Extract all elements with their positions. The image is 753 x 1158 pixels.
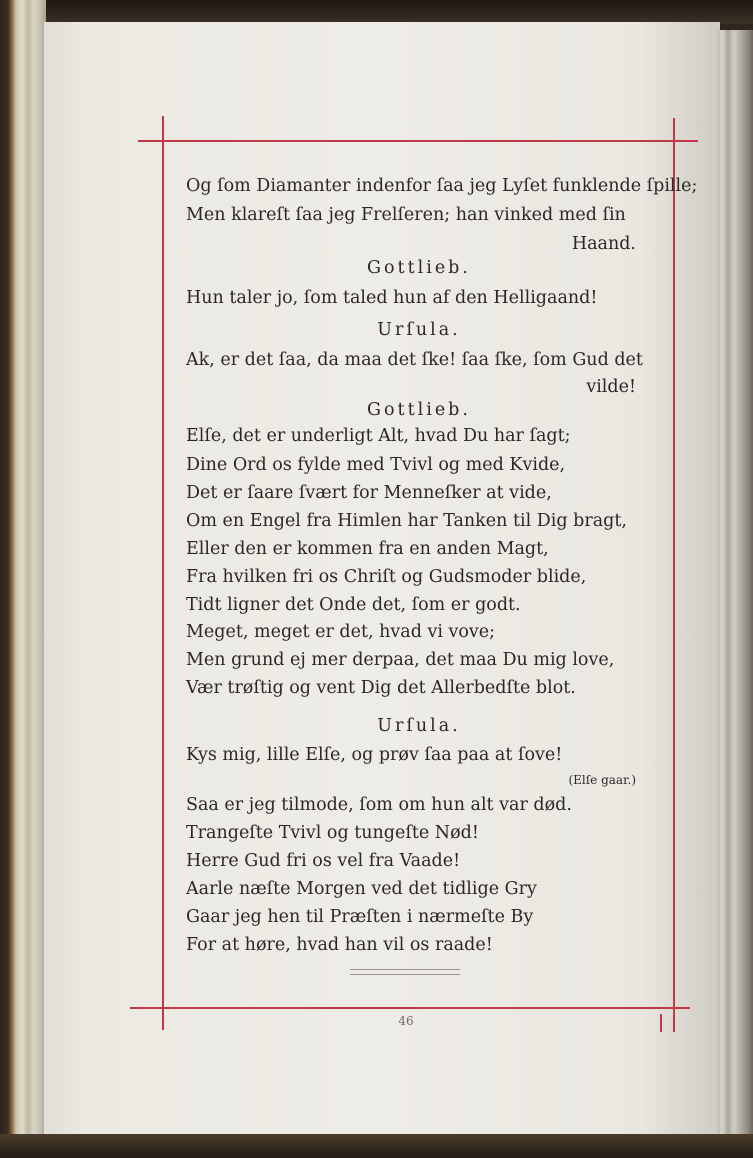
speaker-name: Gottlieb.	[367, 400, 471, 420]
verse-line: Herre Gud fri os vel fra Vaade!	[186, 851, 461, 871]
verse-line-continuation: vilde!	[586, 377, 636, 397]
speaker-name: Urſula.	[377, 320, 461, 340]
book-spine-edge	[0, 0, 46, 1158]
verse-line: Vær trøſtig og vent Dig det Allerbedſte blot.	[186, 678, 576, 698]
verse-line: Tidt ligner det Onde det, ſom er godt.	[186, 595, 521, 615]
frame-bottom-line	[130, 1007, 690, 1009]
scan-top-edge	[0, 0, 753, 24]
verse-line: Det er ſaare ſvært for Menneſker at vide,	[186, 483, 552, 503]
speaker-name: Gottlieb.	[367, 258, 471, 278]
verse-line: Trangeſte Tvivl og tungeſte Nød!	[186, 823, 479, 843]
verse-line: Ak, er det ſaa, da maa det ſke! ſaa ſke, ſom Gud det	[186, 350, 643, 370]
verse-line: Om en Engel fra Himlen har Tanken til Dig bragt,	[186, 511, 627, 531]
verse-line: Aarle næſte Morgen ved det tidlige Gry	[186, 879, 537, 899]
verse-line: Saa er jeg tilmode, ſom om hun alt var død.	[186, 795, 572, 815]
speaker-name: Urſula.	[377, 716, 461, 736]
end-rule-bottom	[350, 974, 460, 975]
verse-line: Men klareſt ſaa jeg Frelſeren; han vinked med ſin	[186, 205, 626, 225]
verse-line-continuation: Haand.	[571, 234, 636, 254]
verse-line: Meget, meget er det, hvad vi vove;	[186, 622, 496, 642]
frame-top-line	[138, 140, 698, 142]
verse-line: Dine Ord os fylde med Tvivl og med Kvide,	[186, 455, 566, 475]
scan-bottom-edge	[0, 1134, 753, 1158]
verse-line: Gaar jeg hen til Præſten i nærmeſte By	[186, 907, 534, 927]
frame-corner-tick	[660, 1014, 662, 1032]
verse-line: Men grund ej mer derpaa, det maa Du mig love,	[186, 650, 615, 670]
page-stack-edge	[718, 30, 753, 1140]
verse-line: Og ſom Diamanter indenfor ſaa jeg Lyſet funklende ſpille;	[186, 176, 698, 196]
verse-line: Eller den er kommen fra en anden Magt,	[186, 539, 549, 559]
verse-line: Elſe, det er underligt Alt, hvad Du har ſagt;	[186, 426, 571, 446]
verse-line: Kys mig, lille Elſe, og prøv ſaa paa at ſove!	[186, 745, 563, 765]
verse-line: Fra hvilken fri os Chriſt og Gudsmoder blide,	[186, 567, 587, 587]
end-rule-top	[350, 969, 460, 970]
page-number: 46	[398, 1014, 414, 1028]
stage-direction: (Elſe gaar.)	[568, 773, 636, 787]
verse-line: Hun taler jo, ſom taled hun af den Helligaand!	[186, 288, 598, 308]
verse-line: For at høre, hvad han vil os raade!	[186, 935, 493, 955]
